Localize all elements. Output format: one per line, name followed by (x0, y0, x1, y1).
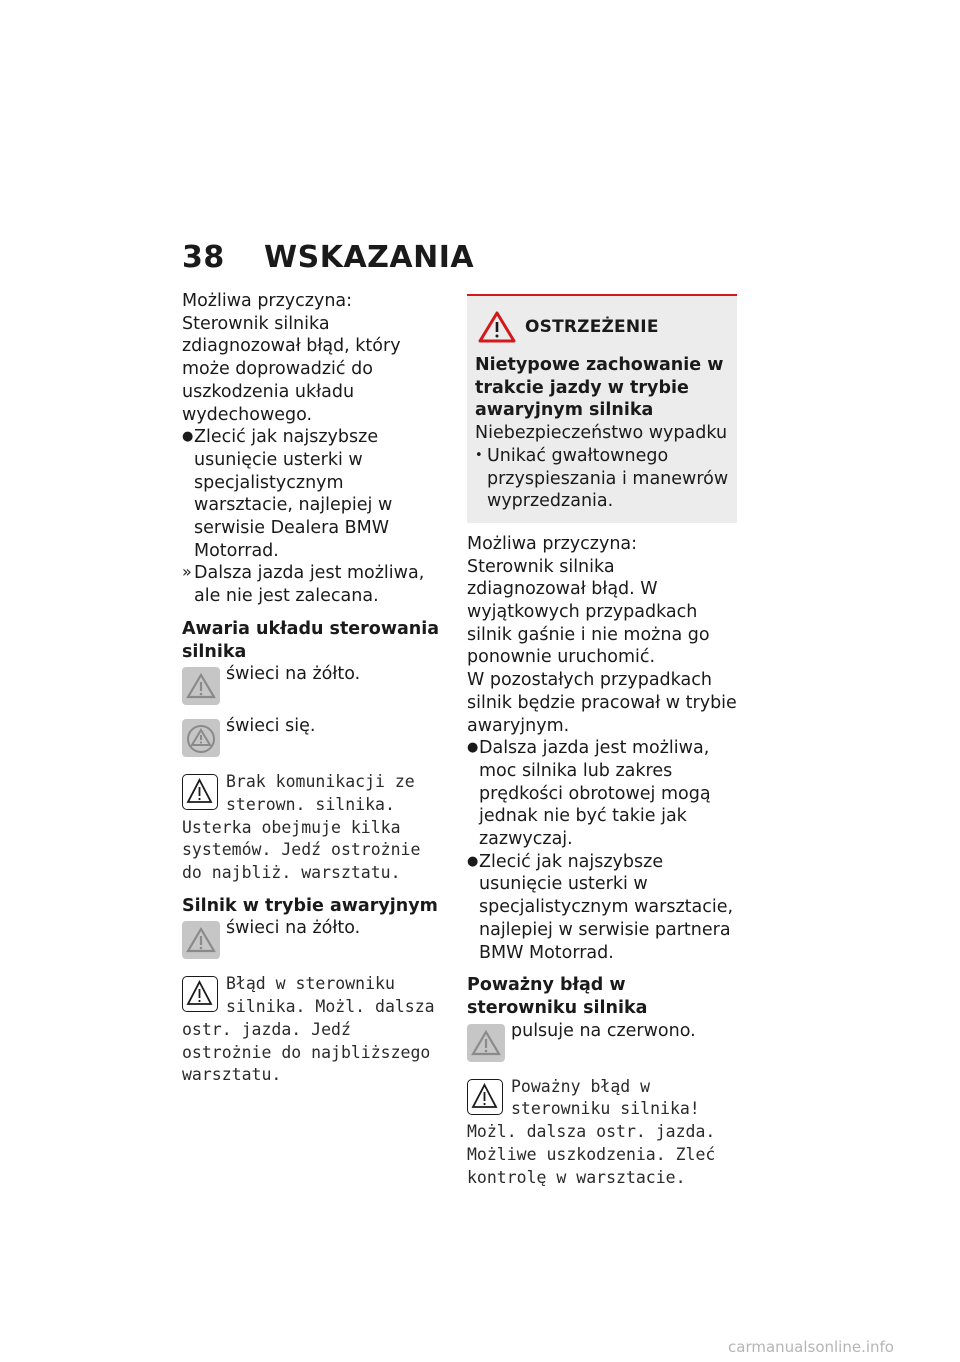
page-header (182, 240, 474, 275)
danger-triangle-icon (477, 310, 517, 344)
bullet-dot-icon: ● (182, 429, 194, 445)
watermark[interactable]: carmanualsonline.info (728, 1338, 894, 1356)
warning-label: OSTRZEŻENIE (525, 317, 659, 337)
bullet-item: ● Zlecić jak najszybsze usunięcie usterki w specjalistycznym warsztacie, najlepiej w serwisie Dealera BMW Motorrad. (182, 427, 393, 561)
bullet-item: • Unikać gwałtownego przyspieszania i manewrów wyprzedzania. (475, 445, 729, 512)
indicator-text: świeci się. (226, 716, 316, 737)
indicator-text: świeci na żółto. (226, 918, 361, 939)
indicator-text: świeci na żółto. (226, 664, 361, 685)
cause-label: Możliwa przyczyna: (467, 533, 638, 554)
section-heading-engine-emergency-mode: Silnik w trybie awaryjnym (182, 895, 438, 916)
warning-header (475, 310, 729, 344)
warning-lamp-icon (182, 667, 220, 705)
warning-triangle-icon (182, 774, 218, 810)
bullet-dot-icon: ● (467, 740, 479, 756)
cause-label: Możliwa przyczyna: (182, 291, 353, 311)
cause-text: Sterownik silnika zdiagnozował błąd. W wyjątkowych przypadkach silnik gaśnie i nie można go ponownie uruchomić. (467, 556, 710, 668)
result-arrow-icon: » (182, 562, 192, 582)
cause-text: Sterownik silnika zdiagnozował błąd, który może doprowadzić do uszkodzenia układu wydechowego. (182, 313, 401, 425)
display-text: Brak komunikacji ze sterown. silnika. Usterka obejmuje kilka systemów. Jedź ostrożnie do najbliż. warsztatu. (182, 772, 421, 883)
indicator-row (182, 663, 448, 707)
indicator-text: pulsuje na czerwono. (511, 1020, 696, 1041)
section-heading-serious-engine-error: Poważny błąd w sterowniku silnika (467, 975, 648, 1018)
left-column (182, 290, 448, 1087)
general-warning-lamp-icon (182, 719, 220, 757)
cause-text: W pozostałych przypadkach silnik będzie pracował w trybie awaryjnym. (467, 670, 737, 736)
warning-lamp-icon (182, 921, 220, 959)
bullet-item: ● Zlecić jak najszybsze usunięcie usterki w specjalistycznym warsztacie, najlepiej w serwisie partnera BMW Motorrad. (467, 851, 734, 963)
display-text: Poważny błąd w sterowniku silnika! Możl. dalsza ostr. jazda. Możliwe uszkodzenia. Zleć kontrolę w warsztacie. (467, 1076, 716, 1187)
warning-danger: Niebezpieczeństwo wypadku (475, 423, 728, 444)
display-message (467, 1076, 737, 1190)
bullet-dot-icon: ● (467, 853, 479, 869)
warning-box (467, 294, 737, 523)
indicator-row (182, 917, 448, 961)
warning-triangle-icon (467, 1079, 503, 1115)
warning-heading: Nietypowe zachowanie w trakcie jazdy w trybie awaryjnym silnika (475, 355, 724, 421)
right-column (467, 294, 737, 1189)
warning-triangle-icon (182, 976, 218, 1012)
display-message (182, 973, 448, 1087)
page-number: 38 (182, 240, 225, 275)
bullet-item: ● Dalsza jazda jest możliwa, moc silnika lub zakres prędkości obrotowej mogą jednak nie być takie jak zazwyczaj. (467, 738, 711, 850)
result-item: » Dalsza jazda jest możliwa, ale nie jest zalecana. (182, 562, 425, 607)
page-title: WSKAZANIA (264, 240, 475, 275)
indicator-row (467, 1020, 737, 1064)
bullet-dot-icon: • (475, 447, 483, 463)
warning-lamp-icon (467, 1024, 505, 1062)
display-message (182, 771, 448, 885)
section-heading-engine-control-failure: Awaria układu sterowania silnika (182, 618, 440, 662)
display-text: Błąd w sterowniku silnika. Możl. dalsza ostr. jazda. Jedź ostrożnie do najbliższego warsztatu. (182, 974, 435, 1085)
indicator-row (182, 715, 448, 759)
